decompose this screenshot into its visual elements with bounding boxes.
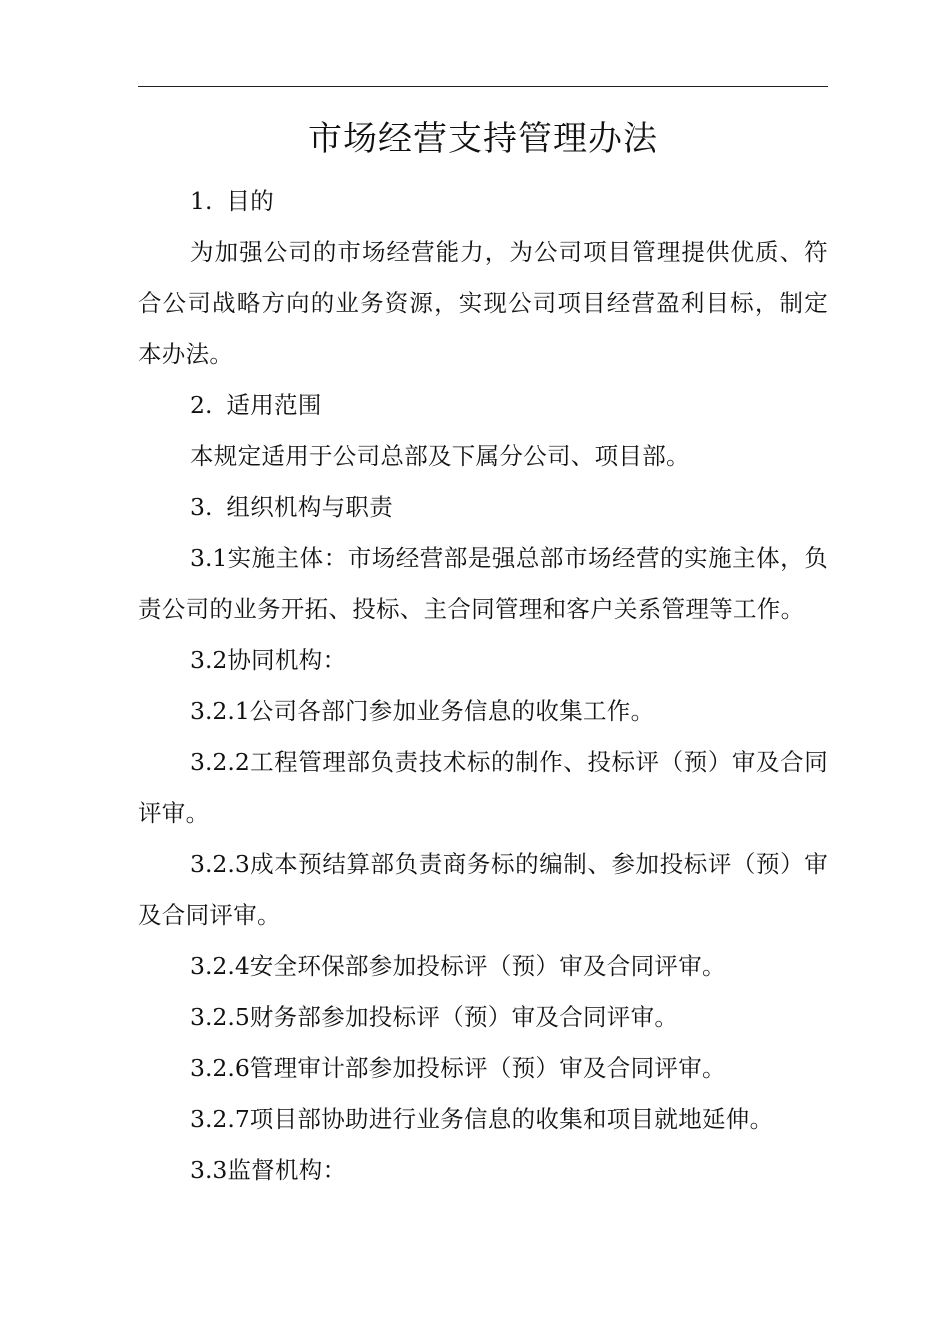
- clause-number: 3.2.7: [190, 1105, 250, 1133]
- clause-3-2-2: [138, 737, 828, 839]
- clause-3-2-6: [138, 1043, 828, 1094]
- clause-number: 3.2: [190, 646, 228, 674]
- clause-number: 3.1: [190, 544, 228, 572]
- section-number: 3.: [190, 493, 213, 521]
- section-heading-text: 适用范围: [226, 391, 322, 419]
- clause-text: 协同机构：: [227, 646, 347, 674]
- clause-3-2-1: [138, 686, 828, 737]
- clause-number: 3.3: [190, 1156, 228, 1184]
- clause-text: 管理审计部参加投标评（预）审及合同评审。: [249, 1054, 726, 1082]
- section-2-heading: [138, 380, 828, 431]
- section-3-heading: [138, 482, 828, 533]
- section-2-body: [138, 431, 828, 482]
- clause-3-2-4: [138, 941, 828, 992]
- clause-text: 监督机构：: [227, 1156, 347, 1184]
- section-number: 1.: [190, 187, 213, 215]
- clause-text: 安全环保部参加投标评（预）审及合同评审。: [249, 952, 726, 980]
- clause-number: 3.2.5: [190, 1003, 250, 1031]
- clause-text: 财务部参加投标评（预）审及合同评审。: [249, 1003, 679, 1031]
- section-heading-text: 组织机构与职责: [226, 493, 394, 521]
- clause-text: 公司各部门参加业务信息的收集工作。: [249, 697, 655, 725]
- clause-text: 实施主体：市场经营部是强总部市场经营的实施主体，负责公司的业务开拓、投标、主合同管理和客户关系管理等工作。: [138, 544, 828, 623]
- clause-3-2-5: [138, 992, 828, 1043]
- clause-number: 3.2.3: [190, 850, 250, 878]
- clause-text: 项目部协助进行业务信息的收集和项目就地延伸。: [249, 1105, 774, 1133]
- clause-3-2-3: [138, 839, 828, 941]
- section-1-heading: [138, 176, 828, 227]
- clause-number: 3.2.4: [190, 952, 250, 980]
- clause-3-3: [138, 1145, 828, 1196]
- document-body: [138, 176, 828, 1196]
- header-rule: [138, 86, 828, 87]
- clause-3-2: [138, 635, 828, 686]
- section-number: 2.: [190, 391, 213, 419]
- clause-text: 工程管理部负责技术标的制作、投标评（预）审及合同评审。: [138, 748, 828, 827]
- clause-number: 3.2.6: [190, 1054, 250, 1082]
- document-title: 市场经营支持管理办法: [308, 119, 658, 159]
- clause-number: 3.2.1: [190, 697, 250, 725]
- paragraph-text: 为加强公司的市场经营能力，为公司项目管理提供优质、符合公司战略方向的业务资源，实现公司项目经营盈利目标，制定本办法。: [138, 238, 828, 368]
- clause-3-2-7: [138, 1094, 828, 1145]
- clause-text: 成本预结算部负责商务标的编制、参加投标评（预）审及合同评审。: [138, 850, 828, 929]
- clause-number: 3.2.2: [190, 748, 250, 776]
- paragraph-text: 本规定适用于公司总部及下属分公司、项目部。: [190, 442, 690, 470]
- section-heading-text: 目的: [226, 187, 275, 215]
- clause-3-1: [138, 533, 828, 635]
- section-1-body: [138, 227, 828, 380]
